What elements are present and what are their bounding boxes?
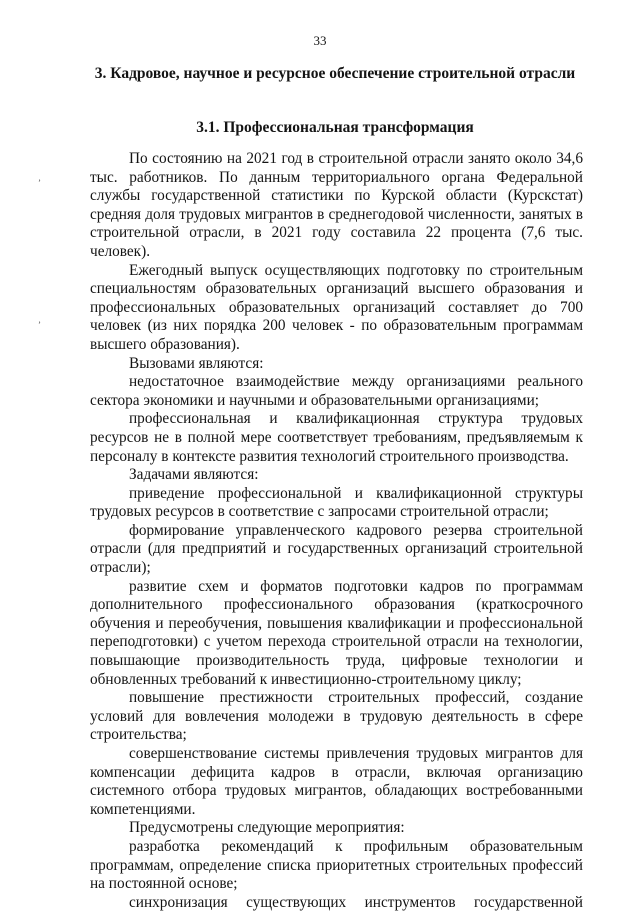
paragraph: По состоянию на 2021 год в строительной отрасли занято около 34,6 тыс. работников. По данным территориального органа Федеральной службы государственной статистики по Курской области (Курскстат) средняя доля трудовых мигрантов в среднегодовой численности, занятых в строительной отрасли, в 2021 году составила 22 процента (7,6 тыс. человек). [90,150,583,260]
body-text [90,150,583,912]
margin-mark: ’ [38,320,41,330]
list-item: повышение престижности строительных профессий, создание условий для вовлечения молодежи в трудовую деятельность в сфере строительства; [90,689,583,744]
list-item: совершенствование системы привлечения трудовых мигрантов для компенсации дефицита кадров в отрасли, включая организацию системного отбора трудовых мигрантов, обладающих востребованными компетенциями. [90,745,583,818]
list-item: синхронизация существующих инструментов государственной [129,893,583,911]
list-item: недостаточное взаимодействие между организациями реального сектора экономики и научными и образовательными организациями; [90,373,583,409]
list-item: развитие схем и форматов подготовки кадров по программам дополнительного профессионального образования (краткосрочного обучения и переобучения, повышения квалификации и профессиональной переподготовки) с учетом перехода строительной отрасли на технологии, повышающие производительность труда, цифровые технологии и обновленных требований к инвестиционно-строительному циклу; [90,577,583,688]
list-item: формирование управленческого кадрового резерва строительной отрасли (для предприятий и государственных организаций строительной отрасли); [90,521,583,577]
paragraph: Вызовами являются: [129,354,264,372]
list-item: профессиональная и квалификационная структура трудовых ресурсов не в полной мере соответствует требованиям, предъявляемым к персоналу в контексте развития технологий строительного производства. [90,410,583,465]
paragraph: Предусмотрены следующие мероприятия: [129,819,405,837]
margin-mark: ’ [38,178,41,188]
list-item: приведение профессиональной и квалификационной структуры трудовых ресурсов в соответствие с запросами строительной отрасли; [90,484,583,521]
list-item: разработка рекомендаций к профильным образовательным программам, определение списка приоритетных строительных профессий на постоянной основе; [90,837,583,893]
paragraph: Ежегодный выпуск осуществляющих подготовку по строительным специальностям образовательных организаций высшего образования и профессиональных образовательных организаций составляет до 700 человек (из них порядка 200 человек - по образовательным программам высшего образования). [90,261,583,353]
paragraph: Задачами являются: [129,466,259,484]
subsection-title: 3.1. Профессиональная трансформация [196,119,474,136]
section-title: 3. Кадровое, научное и ресурсное обеспечение строительной отрасли [94,65,576,82]
page-number: 33 [313,33,327,48]
